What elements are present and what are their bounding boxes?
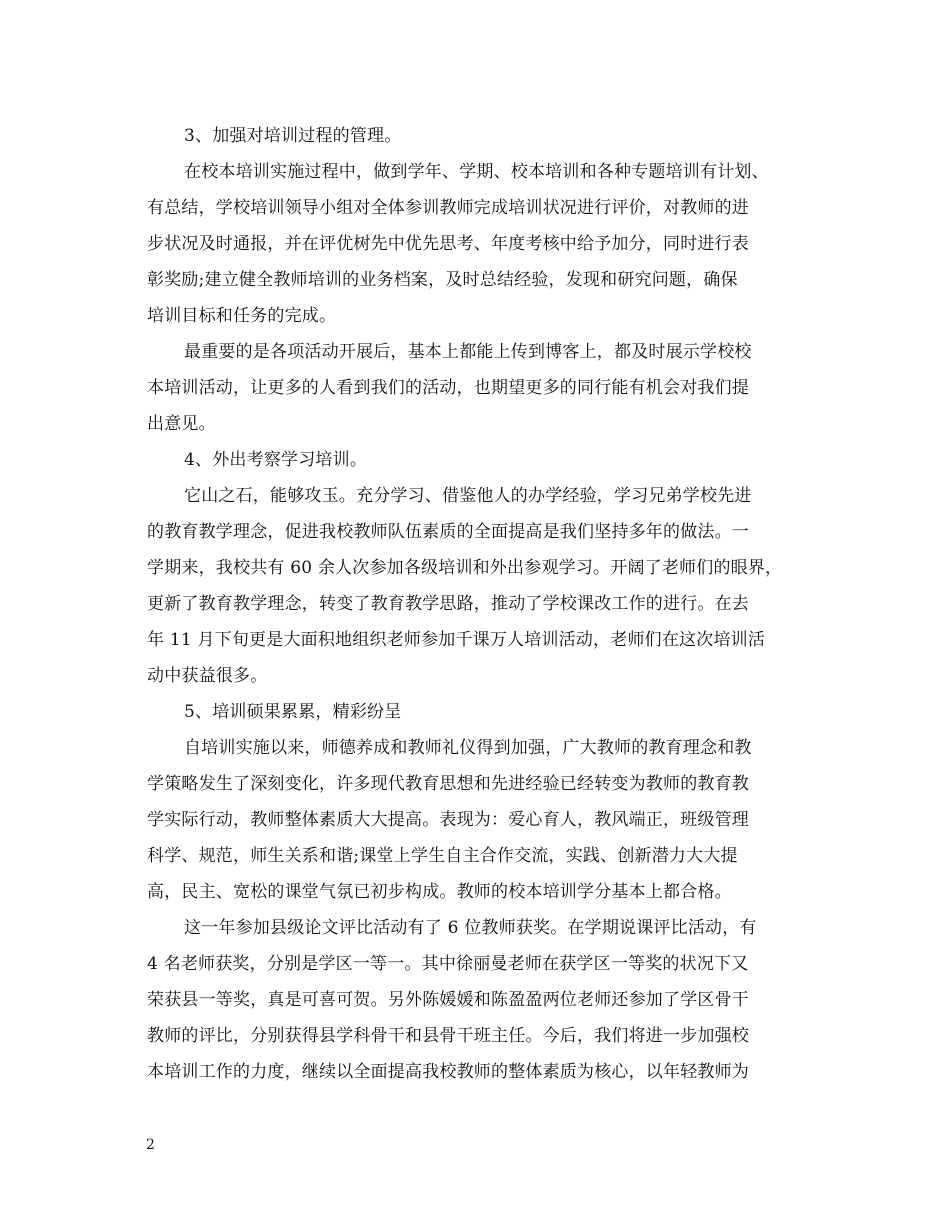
paragraph-line: 本培训工作的力度，继续以全面提高我校教师的整体素质为核心，以年轻教师为 <box>147 1062 749 1082</box>
paragraph-line: 自培训实施以来，师德养成和教师礼仪得到加强，广大教师的教育理念和教 <box>184 738 752 758</box>
paragraph-line: 高，民主、宽松的课堂气氛已初步构成。教师的校本培训学分基本上都合格。 <box>147 882 732 902</box>
paragraph-line: 它山之石，能够攻玉。充分学习、借鉴他人的办学经验，学习兄弟学校先进 <box>184 486 752 506</box>
page-number: 2 <box>146 1137 155 1153</box>
section-heading-5: 5、培训硕果累累，精彩纷呈 <box>184 702 402 722</box>
paragraph-line: 出意见。 <box>147 414 216 434</box>
section-heading-3: 3、加强对培训过程的管理。 <box>184 126 402 146</box>
paragraph-line: 更新了教育教学理念，转变了教育教学思路，推动了学校课改工作的进行。在去 <box>147 594 749 614</box>
paragraph-line: 本培训活动，让更多的人看到我们的活动，也期望更多的同行能有机会对我们提 <box>147 378 749 398</box>
paragraph-line: 荣获县一等奖，真是可喜可贺。另外陈媛媛和陈盈盈两位老师还参加了学区骨干 <box>147 990 749 1010</box>
paragraph-line: 4 名老师获奖，分别是学区一等一。其中徐丽曼老师在获学区一等奖的状况下又 <box>147 954 749 974</box>
document-body <box>147 118 827 1090</box>
paragraph-line: 有总结，学校培训领导小组对全体参训教师完成培训状况进行评价，对教师的进 <box>147 198 749 218</box>
paragraph-line: 教师的评比，分别获得县学科骨干和县骨干班主任。今后，我们将进一步加强校 <box>147 1026 749 1046</box>
paragraph-line: 学策略发生了深刻变化，许多现代教育思想和先进经验已经转变为教师的教育教 <box>147 774 749 794</box>
paragraph-line: 最重要的是各项活动开展后，基本上都能上传到博客上，都及时展示学校校 <box>184 342 752 362</box>
paragraph-line: 这一年参加县级论文评比活动有了 6 位教师获奖。在学期说课评比活动，有 <box>184 918 757 938</box>
section-heading-4: 4、外出考察学习培训。 <box>184 450 368 470</box>
paragraph-line: 学期来，我校共有 60 余人次参加各级培训和外出参观学习。开阔了老师们的眼界， <box>147 558 783 578</box>
paragraph-line: 学实际行动，教师整体素质大大提高。表现为：爱心育人，教风端正，班级管理 <box>147 810 749 830</box>
paragraph-line: 动中获益很多。 <box>147 666 268 686</box>
paragraph-line: 年 11 月下旬更是大面积地组织老师参加千课万人培训活动，老师们在这次培训活 <box>147 630 766 650</box>
paragraph-line: 彰奖励;建立健全教师培训的业务档案，及时总结经验，发现和研究问题，确保 <box>147 270 738 290</box>
paragraph-line: 科学、规范，师生关系和谐;课堂上学生自主合作交流，实践、创新潜力大大提 <box>147 846 738 866</box>
paragraph-line: 在校本培训实施过程中，做到学年、学期、校本培训和各种专题培训有计划、 <box>184 162 769 182</box>
paragraph-line: 步状况及时通报，并在评优树先中优先思考、年度考核中给予加分，同时进行表 <box>147 234 749 254</box>
paragraph-line: 培训目标和任务的完成。 <box>147 306 337 326</box>
paragraph-line: 的教育教学理念，促进我校教师队伍素质的全面提高是我们坚持多年的做法。一 <box>147 522 749 542</box>
